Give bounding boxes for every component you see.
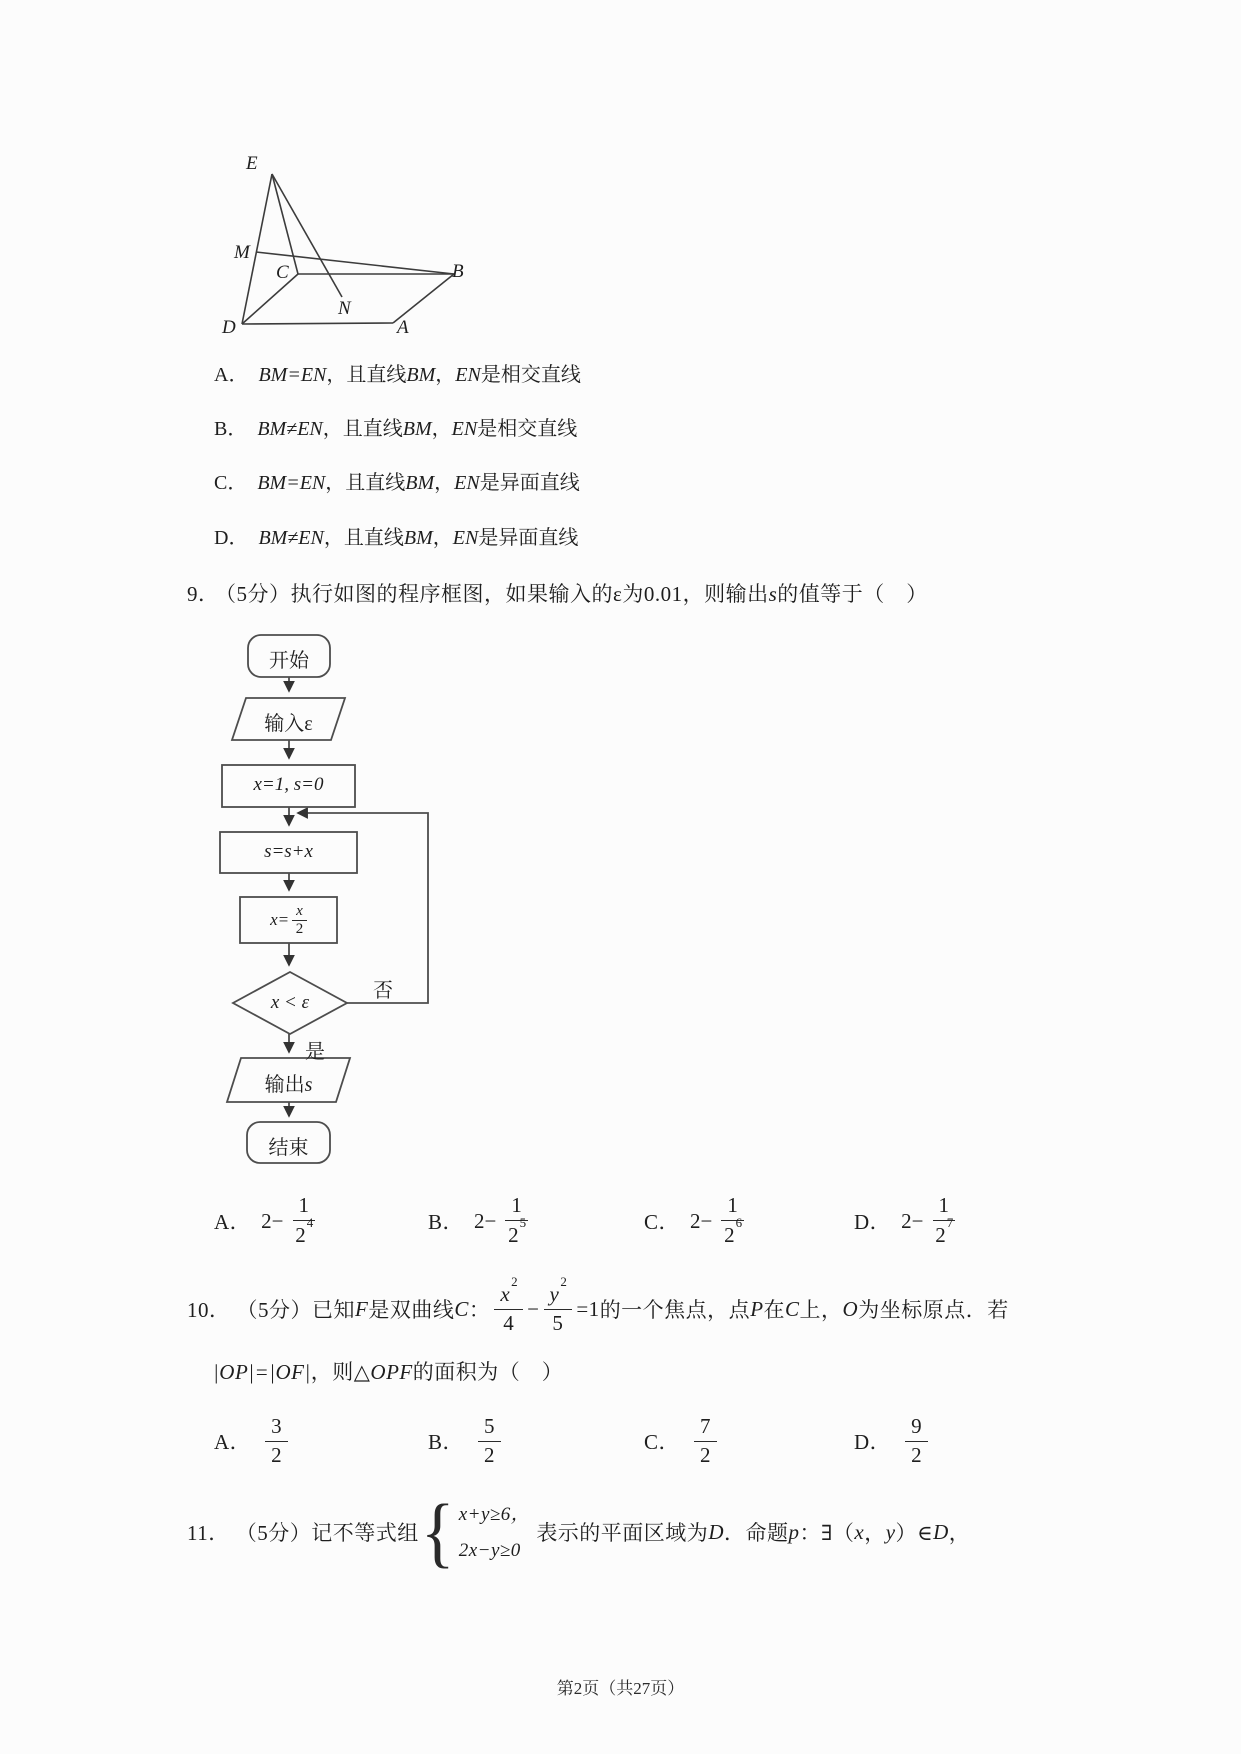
- fraction-numerator: 9: [905, 1415, 928, 1442]
- vertex-label-c: C: [276, 262, 289, 283]
- inequality-system: [459, 1505, 531, 1560]
- branch-yes-label: 是: [305, 1041, 325, 1063]
- option-math: BM≠EN: [258, 527, 324, 549]
- question-11-stem: [187, 1486, 970, 1578]
- inequality-1: x+y≥6，: [458, 1503, 531, 1525]
- option-math: BM: [405, 472, 435, 494]
- minus-sign: −: [527, 1296, 540, 1321]
- question-math: |OP|=|OF|: [213, 1360, 311, 1384]
- question-text: 上，: [799, 1298, 843, 1322]
- option-label: B．: [428, 1430, 465, 1454]
- question-10-stem-line2: [213, 1356, 563, 1386]
- hyperbola-fraction-x: [494, 1274, 523, 1335]
- option-text: ，且直线: [322, 418, 403, 440]
- question-text: ：: [468, 1298, 491, 1322]
- option-label: D．: [854, 1210, 892, 1234]
- numerator-base: y: [549, 1282, 560, 1307]
- fraction-numerator: [544, 1274, 573, 1310]
- flowchart-end-label: 结束: [268, 1137, 309, 1159]
- question-score: （5分）: [225, 582, 291, 606]
- question-number: 9．: [187, 582, 220, 606]
- question-math: D: [933, 1519, 949, 1544]
- inequality-2: 2x−y≥0: [458, 1539, 521, 1561]
- question-text: 的面积为（ ）: [412, 1360, 564, 1384]
- question-text: ．命题: [723, 1521, 789, 1545]
- hyperbola-fraction-y: [544, 1274, 573, 1335]
- option-fraction: [905, 1415, 928, 1467]
- option-fraction: [293, 1194, 316, 1247]
- fraction-numerator: x: [292, 903, 307, 922]
- option-label: A．: [214, 1430, 252, 1454]
- question-math: OPF: [370, 1360, 413, 1384]
- q8-option-c: [214, 466, 580, 495]
- question-math: P: [750, 1296, 764, 1321]
- q8-option-b: [214, 412, 577, 441]
- question-text: 表示的平面区域为: [536, 1521, 709, 1545]
- q8-option-a: [214, 358, 581, 387]
- option-text: 是异面直线: [479, 472, 580, 494]
- question-math: y: [885, 1519, 896, 1544]
- option-label: A．: [214, 1210, 252, 1234]
- numerator-exponent: 2: [560, 1274, 568, 1290]
- branch-no-label: 否: [373, 980, 393, 1002]
- fraction-denominator: 5: [552, 1311, 564, 1335]
- question-text: ，: [864, 1521, 886, 1545]
- option-prefix: 2−: [474, 1208, 497, 1233]
- q10-option-a: [214, 1407, 292, 1475]
- option-math: BM: [402, 418, 432, 440]
- question-text: 已知: [312, 1298, 355, 1322]
- fraction-denominator: 2: [484, 1442, 495, 1467]
- option-math: BM: [403, 527, 433, 549]
- question-8-figure: [190, 135, 480, 345]
- option-fraction: [505, 1194, 528, 1247]
- fraction-numerator: 1: [933, 1194, 956, 1221]
- denominator-base: 2: [508, 1223, 519, 1247]
- question-math: x: [854, 1519, 865, 1544]
- option-text: 是相交直线: [480, 364, 581, 386]
- fraction-numerator: [494, 1274, 523, 1310]
- question-number: 11．: [187, 1521, 230, 1545]
- output-text: 输出: [264, 1074, 305, 1096]
- flowchart-condition-label: x < ε: [270, 992, 310, 1013]
- denominator-exponent: 4: [306, 1215, 314, 1230]
- option-math: BM≠EN: [257, 418, 323, 440]
- fraction-denominator: [295, 1215, 314, 1248]
- fraction-numerator: 3: [265, 1415, 288, 1442]
- question-text: 为坐标原点．若: [858, 1298, 1009, 1322]
- flowchart-input-label: 输入ε: [264, 713, 313, 735]
- option-label: A．: [214, 364, 249, 386]
- fraction-denominator: 2: [271, 1442, 282, 1467]
- option-label: B．: [428, 1210, 465, 1234]
- option-fraction: [721, 1194, 744, 1247]
- option-text: 是异面直线: [478, 527, 579, 549]
- option-text: ，: [431, 418, 452, 440]
- vertex-label-e: E: [246, 153, 258, 174]
- fraction-denominator: [508, 1215, 527, 1248]
- option-label: C．: [644, 1430, 681, 1454]
- vertex-label-a: A: [397, 317, 409, 338]
- question-text: ）∈: [895, 1521, 934, 1545]
- flowchart-accumulate-label: s=s+x: [264, 841, 313, 862]
- question-math: C: [454, 1296, 469, 1321]
- question-math: O: [842, 1296, 859, 1321]
- fraction-numerator: 1: [721, 1194, 744, 1221]
- option-text: 是相交直线: [477, 418, 578, 440]
- question-math: p: [788, 1519, 800, 1544]
- fraction-numerator: 1: [505, 1194, 528, 1221]
- question-text: 是双曲线: [368, 1298, 455, 1322]
- pyramid-diagram: [190, 135, 480, 345]
- question-score: （5分）: [235, 1521, 312, 1545]
- option-label: B．: [214, 418, 248, 440]
- flowchart-output-label: [227, 1068, 350, 1097]
- denominator-exponent: 6: [735, 1215, 743, 1230]
- option-text: ，且直线: [323, 527, 404, 549]
- fraction-denominator: 2: [700, 1442, 711, 1467]
- option-fraction: [933, 1194, 956, 1247]
- option-fraction: [694, 1415, 717, 1467]
- fraction-denominator: 4: [503, 1311, 515, 1335]
- option-label: D．: [214, 527, 249, 549]
- question-number: 10．: [187, 1298, 231, 1322]
- q8-option-d: [214, 521, 578, 550]
- q9-option-b: [428, 1185, 532, 1257]
- question-text: 的值等于（ ）: [777, 582, 928, 606]
- q9-option-d: [854, 1185, 959, 1257]
- denominator-exponent: 5: [519, 1215, 527, 1230]
- fraction-denominator: 2: [911, 1442, 922, 1467]
- q10-option-c: [644, 1407, 721, 1475]
- question-text: 记不等式组: [311, 1521, 419, 1545]
- option-fraction: [265, 1415, 288, 1467]
- option-text: ，: [432, 527, 453, 549]
- halve-lhs: x=: [270, 910, 290, 929]
- option-prefix: 2−: [261, 1208, 284, 1233]
- numerator-base: x: [500, 1282, 511, 1307]
- output-variable: s: [304, 1074, 313, 1096]
- question-math: D: [708, 1519, 724, 1544]
- option-fraction: [478, 1415, 501, 1467]
- option-prefix: 2−: [690, 1208, 713, 1233]
- numerator-exponent: 2: [511, 1274, 519, 1290]
- q9-option-c: [644, 1185, 748, 1257]
- denominator-exponent: 7: [946, 1215, 954, 1230]
- option-prefix: 2−: [901, 1208, 924, 1233]
- vertex-label-m: M: [234, 242, 250, 263]
- question-text: 执行如图的程序框图，如果输入的ε为0.01，则输出: [290, 582, 769, 606]
- vertex-label-n: N: [338, 298, 351, 319]
- q10-option-d: [854, 1407, 932, 1475]
- option-math: EN: [452, 527, 479, 549]
- system-brace: {: [420, 1487, 455, 1575]
- fraction-numerator: 7: [694, 1415, 717, 1442]
- fraction-numerator: 5: [478, 1415, 501, 1442]
- question-text: 在: [763, 1298, 786, 1322]
- option-math: EN: [454, 472, 480, 494]
- page-footer: 第2页（共27页）: [556, 1679, 685, 1698]
- option-label: C．: [214, 472, 248, 494]
- option-math: BM=EN: [258, 364, 327, 386]
- option-text: ，且直线: [326, 364, 407, 386]
- question-9-stem: [187, 578, 928, 608]
- question-text: ，: [948, 1521, 971, 1545]
- option-math: BM=EN: [257, 472, 326, 494]
- fraction-denominator: 2: [295, 921, 304, 937]
- option-label: C．: [644, 1210, 681, 1234]
- question-math: s: [768, 582, 778, 606]
- vertex-label-d: D: [222, 317, 236, 338]
- flowchart-start-label: 开始: [269, 650, 309, 672]
- question-score: （5分）: [236, 1298, 312, 1322]
- q10-option-b: [428, 1407, 505, 1475]
- question-text: ：∃（: [799, 1521, 855, 1545]
- option-text: ，: [434, 472, 455, 494]
- denominator-base: 2: [724, 1223, 735, 1247]
- question-10-stem: [187, 1266, 1009, 1352]
- equals-one: =1: [576, 1296, 600, 1321]
- option-math: EN: [451, 418, 478, 440]
- option-math: EN: [455, 364, 481, 386]
- flowchart-halve-label: [240, 897, 337, 943]
- vertex-label-b: B: [452, 261, 464, 282]
- fraction-denominator: [724, 1215, 743, 1248]
- question-math: F: [355, 1296, 369, 1321]
- option-text: ，且直线: [325, 472, 406, 494]
- option-text: ，: [435, 364, 456, 386]
- fraction-denominator: [935, 1215, 954, 1248]
- option-math: BM: [406, 364, 436, 386]
- flowchart-init-label: x=1, s=0: [253, 774, 324, 795]
- halve-fraction: [292, 903, 307, 938]
- denominator-base: 2: [295, 1223, 306, 1247]
- fraction-numerator: 1: [293, 1194, 316, 1221]
- option-label: D．: [854, 1430, 892, 1454]
- q9-option-a: [214, 1185, 319, 1257]
- flowchart: [170, 625, 450, 1170]
- question-text: 的一个焦点，点: [599, 1298, 751, 1322]
- question-math: C: [785, 1296, 800, 1321]
- denominator-base: 2: [935, 1223, 946, 1247]
- question-text: ，则△: [310, 1360, 371, 1384]
